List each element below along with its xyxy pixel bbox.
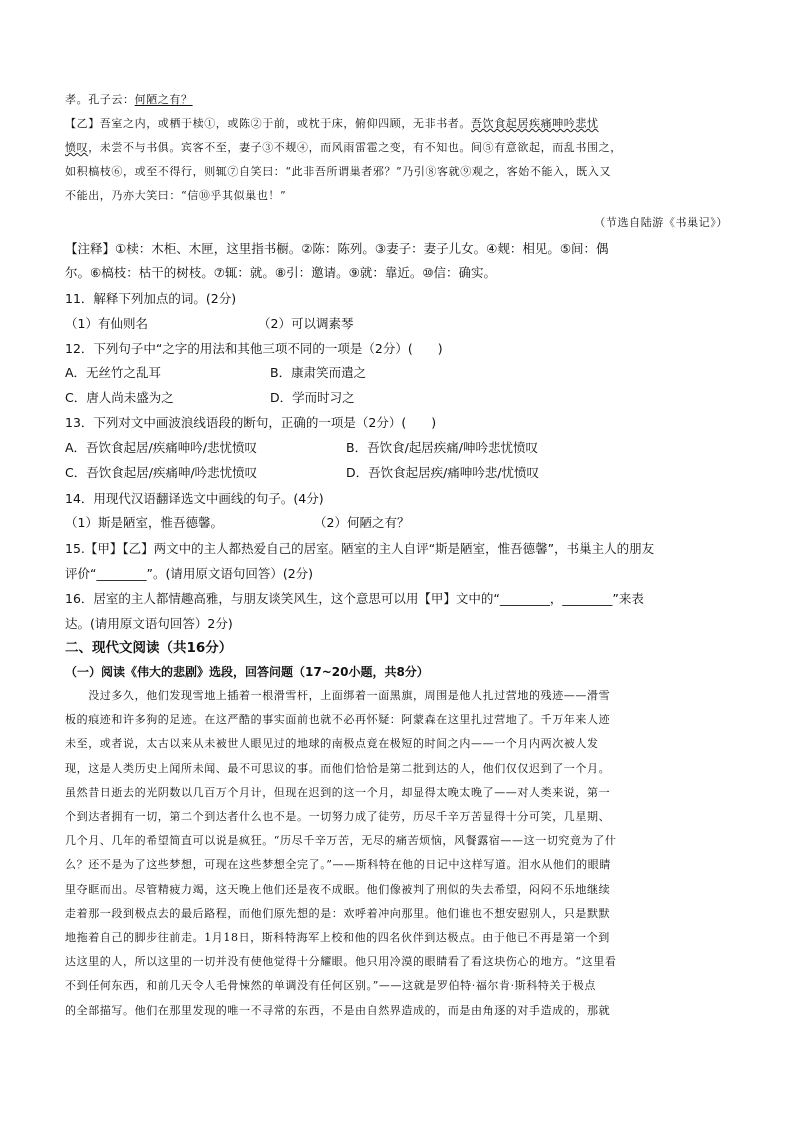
passage-line: 不能出，乃亦大笑曰：“信⑩乎其似巢也！” bbox=[65, 189, 287, 202]
passage-line: 走着那一段到极点去的最后路程，而他们原先想的是：欢呼着冲向那里。他们谁也不想安慰别人，只是默默 bbox=[65, 906, 611, 920]
question-11: 11．解释下列加点的词。(2分) bbox=[65, 291, 237, 306]
passage-line: 如积槁枝⑥，或至不得行，则辄⑦自笑曰：“此非吾所谓巢者邪？”乃引⑧客就⑨观之，客始不能入，既入又 bbox=[65, 165, 612, 178]
question-13-option-a: A．吾饮食起居/疾痛呻吟/悲忧愤叹 bbox=[65, 440, 257, 455]
question-13-option-c: C．吾饮食起居/疾痛呻/吟悲忧愤叹 bbox=[65, 465, 258, 480]
passage-line: 未至，或者说，太古以来从未被世人眼见过的地球的南极点竟在极短的时间之内——一个月内两次被人发 bbox=[65, 737, 599, 751]
passage-line: 孝。孔子云：何陋之有？ bbox=[65, 93, 193, 106]
question-13: 13．下列对文中画波浪线语段的断句，正确的一项是（2分）( ) bbox=[65, 415, 437, 430]
passage-line: 么？还不是为了这些梦想，可现在这些梦想全完了。”——斯科特在他的日记中这样写道。泪水从他们的眼睛 bbox=[65, 858, 611, 872]
passage-line: 现，这是人类历史上闻所未闻、最不可思议的事。而他们恰恰是第二批到达的人，他们仅仅迟到了一个月。 bbox=[65, 761, 611, 775]
passage-line: 愤叹，未尝不与书俱。宾客不至，妻子③不觌④，而风雨雷雹之变，有不知也。间⑤有意欲起，而乱书围之， bbox=[65, 141, 622, 154]
passage-line: 的全部描写。他们在那里发现的唯一不寻常的东西，不是由自然界造成的，而是由角逐的对手造成的，那就 bbox=[65, 1003, 611, 1017]
passage-line: 没过多久，他们发现雪地上插着一根滑雪杆，上面绑着一面黑旗，周围是他人扎过营地的残迹——滑雪 bbox=[65, 689, 611, 702]
passage-line: 板的痕迹和许多狗的足迹。在这严酷的事实面前也就不必再怀疑：阿蒙森在这里扎过营地了。千万年来人迹 bbox=[65, 713, 611, 727]
underlined-sentence: 何陋之有？ bbox=[134, 93, 193, 106]
wavy-underlined-text: 愤叹 bbox=[65, 141, 89, 154]
passage-line: 几个月、几年的希望简直可以说是疯狂。“历尽千辛万苦，无尽的痛苦烦恼，风餐露宿——这一切究竟为了什 bbox=[65, 834, 617, 848]
question-13-option-b: B．吾饮食/起居疾痛/呻吟悲忧愤叹 bbox=[346, 440, 538, 455]
passage-line: 里夺眶而出。尽管精疲力竭，这天晚上他们还是夜不成眠。他们像被判了刑似的失去希望，闷闷不乐地继续 bbox=[65, 882, 611, 896]
passage-source: （节选自陆游《书巢记》） bbox=[594, 216, 728, 229]
passage-line: 地拖着自己的脚步往前走。1月18日，斯科特海军上校和他的四名伙伴到达极点。由于他已不再是第一个到 bbox=[65, 931, 610, 944]
question-12-option-b: B．康肃笑而遣之 bbox=[270, 365, 367, 380]
question-14-item-2: （2）何陋之有？ bbox=[314, 515, 410, 530]
passage-line: 个到达者拥有一切，第二个到达者什么也不是。一切努力成了徒劳，历尽千辛万苦显得十分可笑，几星期、 bbox=[65, 810, 611, 823]
annotation-line: 尔。⑥槁枝：枯干的树枝。⑦辄：就。⑧引：邀请。⑨就：靠近。⑩信：确实。 bbox=[65, 265, 497, 280]
annotation-line: 【注释】①椟：木柜、木匣，这里指书橱。②陈：陈列。③妻子：妻子儿女。④觌：相见。⑤间：偶 bbox=[65, 241, 609, 256]
question-16: 16．居室的主人都情趣高雅，与朋友谈笑风生，这个意思可以用【甲】文中的“________，________”来表 bbox=[65, 591, 644, 606]
question-11-item-1: （1）有仙则名 bbox=[65, 316, 148, 331]
question-12-option-d: D．学而时习之 bbox=[270, 390, 355, 405]
question-12-option-c: C．唐人尚未盛为之 bbox=[65, 390, 174, 405]
subsection-heading: （一）阅读《伟大的悲剧》选段，回答问题（17~20小题，共8分） bbox=[65, 665, 429, 679]
passage-line: 不到任何东西，和前几天令人毛骨悚然的单调没有任何区别。”——这就是罗伯特·福尔肯·斯科特关于极点 bbox=[65, 979, 596, 993]
question-11-item-2: （2）可以调素琴 bbox=[258, 316, 354, 331]
section-heading: 二、现代文阅读（共16分） bbox=[65, 640, 233, 656]
question-15-cont: 评价“________”。(请用原文语句回答）(2分) bbox=[65, 566, 314, 581]
passage-line: 【乙】吾室之内，或栖于椟①，或陈②于前，或枕于床，俯仰四顾，无非书者。吾饮食起居疾痛呻吟悲忧 bbox=[65, 117, 599, 130]
question-13-option-d: D．吾饮食起居疾/痛呻吟悲/忧愤叹 bbox=[346, 465, 540, 480]
question-14: 14．用现代汉语翻译选文中画线的句子。(4分) bbox=[65, 491, 324, 506]
passage-line: 达这里的人，所以这里的一切并没有使他觉得十分耀眼。他只用冷漠的眼睛看了看这块伤心的地方。“这里看 bbox=[65, 955, 617, 969]
question-16-cont: 达。(请用原文语句回答）2分) bbox=[65, 616, 233, 631]
wavy-underlined-text: 吾饮食起居疾痛呻吟悲忧 bbox=[471, 117, 599, 130]
question-14-item-1: （1）斯是陋室，惟吾德馨。 bbox=[65, 515, 223, 530]
question-12-option-a: A．无丝竹之乱耳 bbox=[65, 365, 162, 380]
question-12: 12．下列句子中“之字的用法和其他三项不同的一项是（2分）( ) bbox=[65, 341, 443, 356]
question-15: 15.【甲】【乙】两文中的主人都热爱自己的居室。陋室的主人自评“斯是陋室，惟吾德馨”，书巢主人的朋友 bbox=[65, 541, 655, 556]
passage-line: 虽然昔日逝去的光阴数以几百万个月计，但现在迟到的这一个月，却显得太晚太晚了——对人类来说，第一 bbox=[65, 785, 611, 799]
